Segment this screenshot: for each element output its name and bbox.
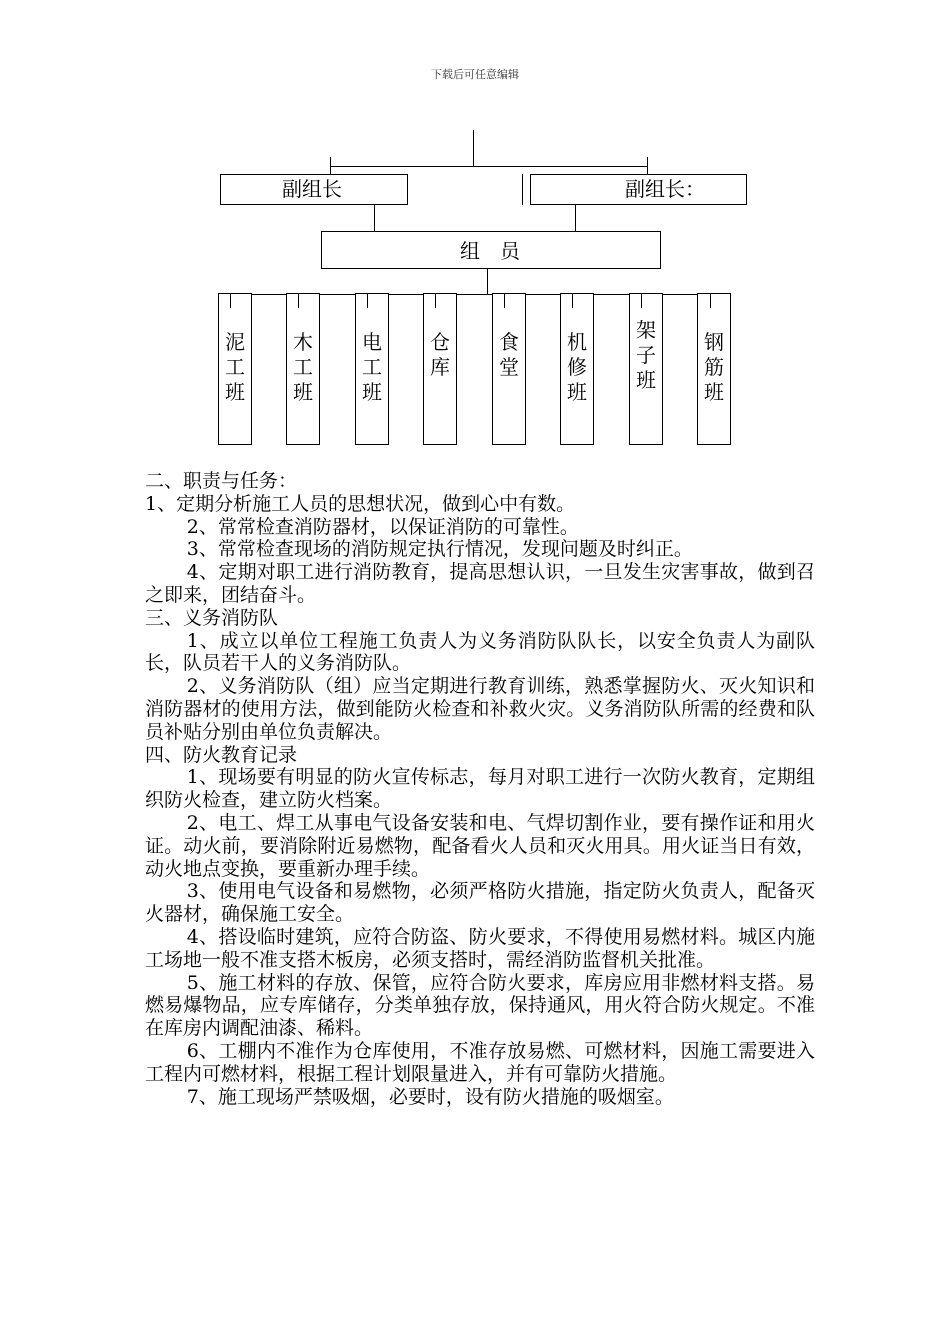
team-box-warehouse	[423, 293, 457, 445]
connector-members-down	[487, 269, 488, 295]
connector-deputies-bar	[330, 166, 647, 167]
team-box-scaffold	[629, 293, 663, 445]
team-label: 仓 库	[430, 330, 450, 379]
paragraph: 1、成立以单位工程施工负责人为义务消防队队长，以安全负责人为副队长，队员若干人的义务消防队。	[145, 629, 815, 675]
section-heading: 三、义务消防队	[145, 606, 279, 629]
connector-left-drop	[330, 157, 331, 175]
members-label: 组 员	[460, 239, 520, 263]
section-heading: 二、职责与任务：	[145, 470, 298, 492]
team-label: 机 修 班	[567, 330, 587, 404]
team-label: 电 工 班	[362, 330, 382, 404]
team-label: 泥 工 班	[225, 330, 245, 404]
team-tick	[710, 294, 711, 308]
paragraph: 1、现场要有明显的防火宣传标志，每月对职工进行一次防火教育，定期组织防火检查，建立防火档案。	[145, 766, 815, 812]
team-label: 食 堂	[499, 330, 519, 379]
deputy-right-box	[530, 174, 747, 205]
team-box-repair	[560, 293, 594, 445]
team-label: 架 子 班	[636, 318, 656, 392]
org-chart	[0, 0, 950, 460]
deputy-left-box	[220, 174, 408, 205]
team-tick	[504, 294, 505, 308]
paragraph: 5、施工材料的存放、保管，应符合防火要求，库房应用非燃材料支搭。易燃易爆物品，应专库储存，分类单独存放，保持通风，用火符合防火规定。不准在库房内调配油漆、稀料。	[145, 971, 815, 1040]
connector-right-drop	[647, 157, 648, 175]
document-body	[145, 470, 815, 1108]
team-box-mason	[218, 293, 252, 445]
deputy-right-label: 副组长：	[625, 177, 705, 201]
paragraph: 3、常常检查现场的消防规定执行情况，发现问题及时纠正。	[186, 538, 693, 561]
team-box-carpenter	[286, 293, 320, 445]
team-tick	[572, 294, 573, 308]
team-box-rebar	[697, 293, 731, 445]
team-tick	[435, 294, 436, 308]
page-header: 下载后可任意编辑	[431, 68, 519, 81]
divider-tick	[522, 174, 523, 205]
connector-deputy-right-down	[575, 205, 576, 232]
team-box-canteen	[492, 293, 526, 445]
section-heading: 四、防火教育记录	[145, 743, 298, 766]
team-box-electrician	[355, 293, 389, 445]
team-label: 钢 筋 班	[704, 330, 724, 404]
deputy-left-label: 副组长	[282, 177, 342, 201]
paragraph: 2、电工、焊工从事电气设备安装和电、气焊切割作业，要有操作证和用火证。动火前，要消除附近易燃物，配备看火人员和灭火用具。用火证当日有效，动火地点变换，要重新办理手续。	[145, 811, 815, 880]
connector-top	[473, 130, 474, 167]
team-label: 木 工 班	[293, 330, 313, 404]
connector-deputy-left-down	[374, 205, 375, 232]
team-tick	[230, 294, 231, 308]
team-tick	[298, 294, 299, 308]
paragraph: 7、施工现场严禁吸烟，必要时，设有防火措施的吸烟室。	[186, 1085, 674, 1108]
paragraph: 4、定期对职工进行消防教育，提高思想认识，一旦发生灾害事故，做到召之即来，团结奋斗。	[145, 561, 815, 606]
team-tick	[367, 294, 368, 308]
paragraph: 6、工棚内不准作为仓库使用，不准存放易燃、可燃材料，因施工需要进入工程内可燃材料，根据工程计划限量进入，并有可靠防火措施。	[145, 1039, 815, 1085]
paragraph: 2、常常检查消防器材，以保证消防的可靠性。	[186, 515, 579, 538]
members-box	[321, 231, 661, 269]
paragraph: 3、使用电气设备和易燃物，必须严格防火措施，指定防火负责人，配备灭火器材，确保施工安全。	[145, 880, 815, 926]
team-tick	[641, 294, 642, 308]
paragraph: 1、定期分析施工人员的思想状况，做到心中有数。	[145, 492, 576, 515]
paragraph: 2、义务消防队（组）应当定期进行教育训练，熟悉掌握防火、灭火知识和消防器材的使用方法，做到能防火检查和补救火灾。义务消防队所需的经费和队员补贴分别由单位负责解决。	[145, 675, 815, 743]
paragraph: 4、搭设临时建筑，应符合防盗、防火要求，不得使用易燃材料。城区内施工场地一般不准支搭木板房，必须支搭时，需经消防监督机关批准。	[145, 925, 815, 971]
